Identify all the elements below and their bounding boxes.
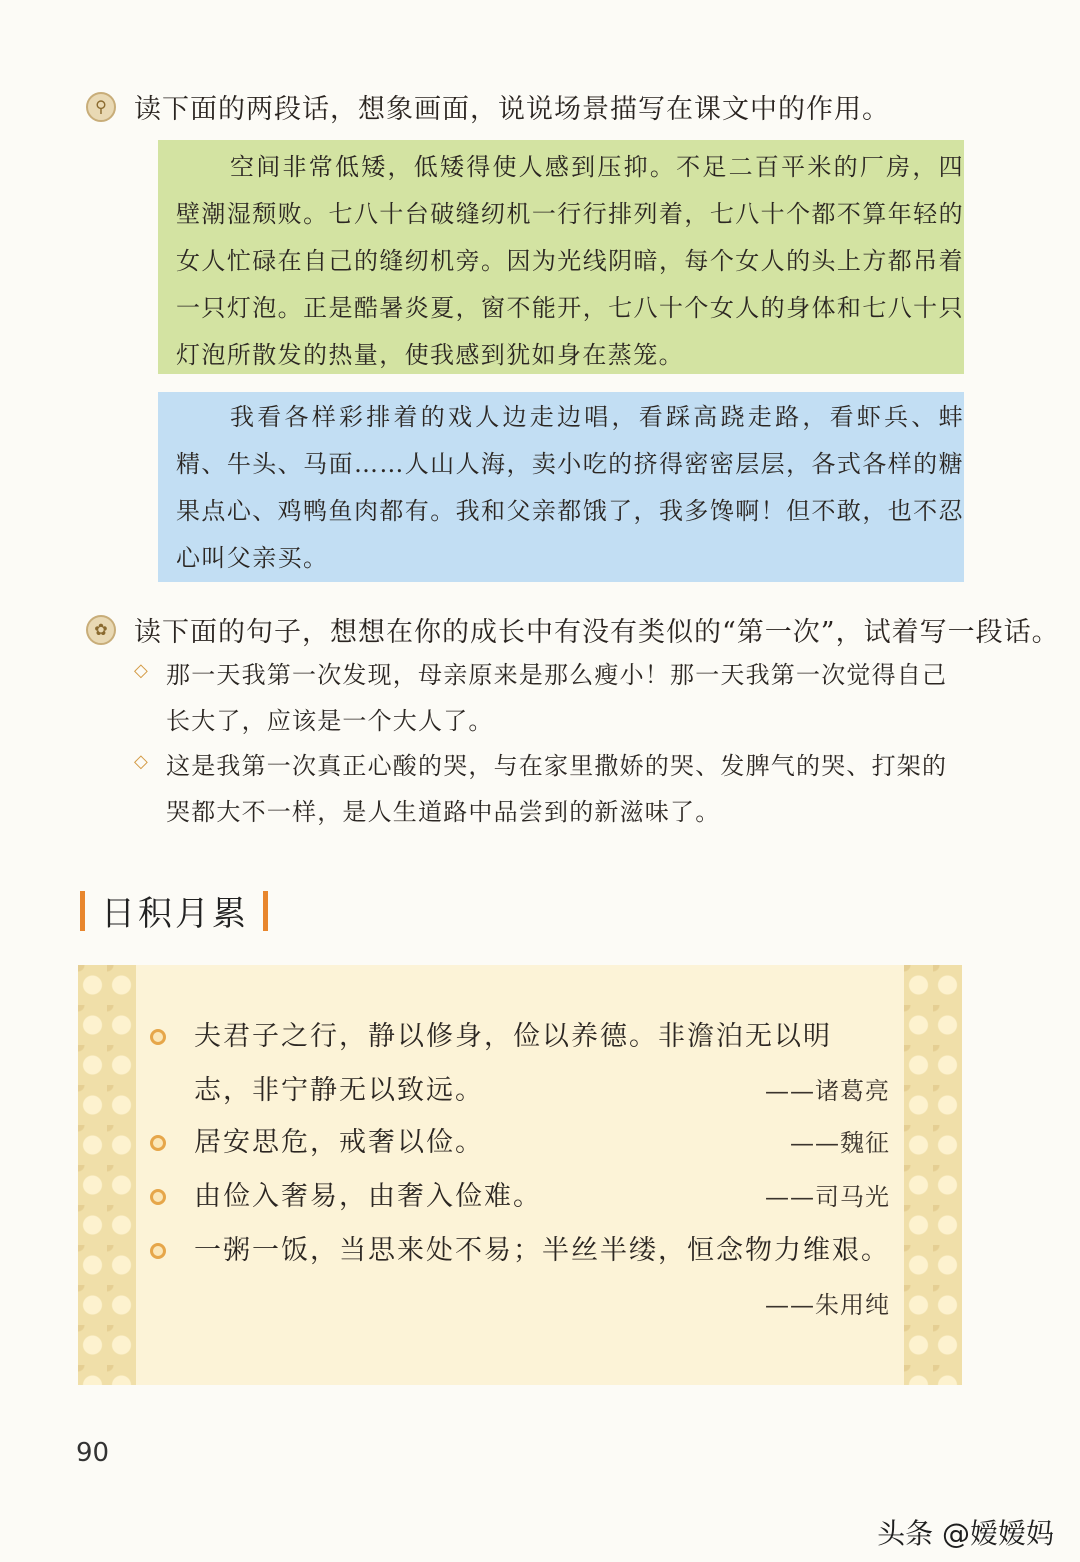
decorative-pattern-left xyxy=(78,965,136,1385)
quote-1 xyxy=(150,1010,890,1118)
example-text-1: 那一天我第一次发现，母亲原来是那么瘦小！那一天我第一次觉得自己长大了，应该是一个大人了。 xyxy=(166,661,948,735)
diamond-bullet-icon: ◇ xyxy=(134,751,148,772)
quote-1-line2: 志，非宁静无以致远。 xyxy=(194,1075,484,1106)
section-title-text: 日积月累 xyxy=(101,894,249,934)
quotes-panel xyxy=(78,965,962,1385)
quote-2-author: ——魏征 xyxy=(790,1129,890,1157)
flower-icon: ✿ xyxy=(86,615,116,645)
watermark: 头条 @嫒嫒妈 xyxy=(877,1517,1054,1550)
quote-3-author: ——司马光 xyxy=(765,1183,890,1211)
quote-1-line1: 夫君子之行，静以修身，俭以养德。非澹泊无以明 xyxy=(194,1021,832,1052)
task-prompt-1 xyxy=(86,87,890,126)
quote-3 xyxy=(150,1170,890,1224)
task-text-1: 读下面的两段话，想象画面，说说场景描写在课文中的作用。 xyxy=(134,94,890,125)
circle-bullet-icon xyxy=(150,1029,166,1045)
example-sentence-1 xyxy=(134,652,966,744)
example-sentence-2 xyxy=(134,743,966,835)
title-bar-right xyxy=(263,891,268,931)
task-text-2: 读下面的句子，想想在你的成长中有没有类似的“第一次”，试着写一段话。 xyxy=(134,617,1060,648)
quote-3-text: 由俭入奢易，由奢入俭难。 xyxy=(194,1181,542,1212)
passage-green-text: 空间非常低矮，低矮得使人感到压抑。不足二百平米的厂房，四壁潮湿颓败。七八十台破缝纫机一行行排列着，七八十个都不算年轻的女人忙碌在自己的缝纫机旁。因为光线阴暗，每个女人的头上方都吊着一只灯泡。正是酷暑炎夏，窗不能开，七八十个女人的身体和七八十只灯泡所散发的热量，使我感到犹如身在蒸笼。 xyxy=(176,153,964,369)
quote-4-author: ——朱用纯 xyxy=(765,1291,890,1319)
quote-2 xyxy=(150,1116,890,1170)
quote-4 xyxy=(150,1224,890,1332)
decorative-pattern-right xyxy=(904,965,962,1385)
circle-bullet-icon xyxy=(150,1243,166,1259)
passage-green xyxy=(158,140,964,374)
circle-bullet-icon xyxy=(150,1135,166,1151)
task-prompt-2 xyxy=(86,610,1060,649)
passage-blue xyxy=(158,392,964,582)
magnifier-icon: ⚲ xyxy=(86,92,116,122)
section-title xyxy=(80,886,268,935)
quote-4-text: 一粥一饭，当思来处不易；半丝半缕，恒念物力维艰。 xyxy=(194,1235,890,1266)
passage-blue-text: 我看各样彩排着的戏人边走边唱，看踩高跷走路，看虾兵、蚌精、牛头、马面……人山人海，卖小吃的挤得密密层层，各式各样的糖果点心、鸡鸭鱼肉都有。我和父亲都饿了，我多馋啊！但不敢，也不忍心叫父亲买。 xyxy=(176,403,964,572)
quote-1-author: ——诸葛亮 xyxy=(765,1077,890,1105)
quote-2-text: 居安思危，戒奢以俭。 xyxy=(194,1127,484,1158)
diamond-bullet-icon: ◇ xyxy=(134,660,148,681)
page-number: 90 xyxy=(76,1438,110,1468)
example-text-2: 这是我第一次真正心酸的哭，与在家里撒娇的哭、发脾气的哭、打架的哭都大不一样，是人生道路中品尝到的新滋味了。 xyxy=(166,752,948,826)
title-bar-left xyxy=(80,891,85,931)
circle-bullet-icon xyxy=(150,1189,166,1205)
